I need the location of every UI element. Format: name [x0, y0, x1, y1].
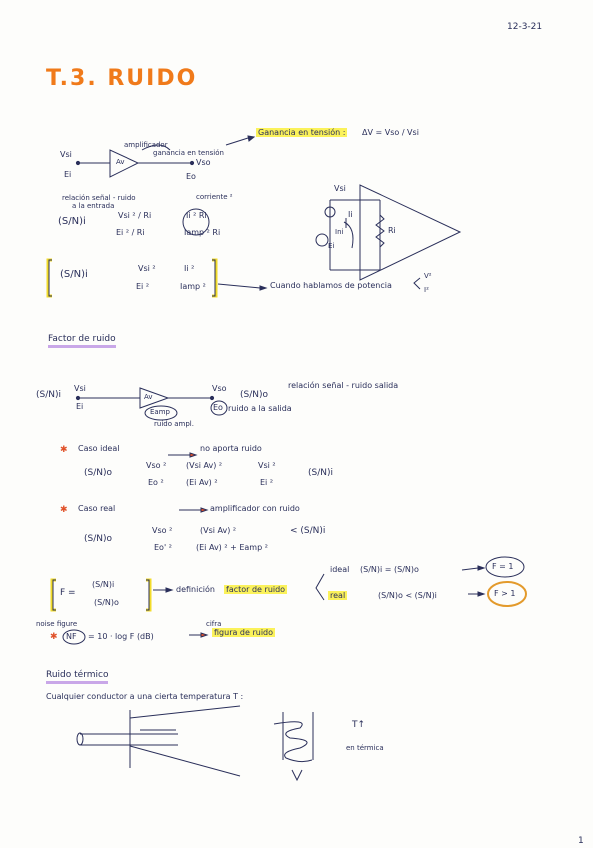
def-prefix: definición — [176, 585, 215, 594]
real-rel: (S/N)o < (S/N)i — [378, 591, 437, 600]
ideal-f3-den: Ei ² — [260, 478, 274, 487]
real-rhs: < (S/N)i — [290, 526, 326, 536]
real-f2-num: (Vsi Av) ² — [200, 526, 237, 535]
t-label: T↑ — [352, 720, 366, 730]
ideal-f1-den: Eo ² — [148, 478, 164, 487]
ideal-rhs: (S/N)i — [308, 468, 334, 478]
noise-figure-en: noise figure — [36, 620, 78, 628]
power-i: I² — [424, 286, 429, 294]
label-ei: Ei — [64, 170, 72, 179]
ideal-rel: (S/N)i = (S/N)o — [360, 565, 419, 574]
real-f2-den: (Ei Av) ² + Eamp ² — [196, 543, 268, 552]
s2-eamp: Eamp — [150, 408, 170, 416]
label-eo: Eo — [186, 172, 196, 181]
heading-ruido-termico: Ruido térmico — [46, 670, 108, 680]
power-note: Cuando hablamos de potencia — [270, 281, 392, 290]
label-av: Av — [116, 158, 125, 166]
real-short: real — [330, 591, 346, 600]
heading-factor-ruido: Factor de ruido — [48, 334, 116, 344]
s2-ei: Ei — [76, 402, 84, 411]
circ-ini: Ini — [335, 228, 344, 236]
ideal-f2-den: (Ei Av) ² — [186, 478, 218, 487]
box-f1-den: Ei ² — [136, 282, 150, 291]
ideal-short: ideal — [330, 565, 350, 574]
amp-label: amplificador — [124, 141, 168, 149]
s2-eo: Eo — [213, 403, 223, 412]
label-vso: Vso — [196, 158, 211, 167]
ideal-f3-num: Vsi ² — [258, 461, 276, 470]
box-f2-num: Ii ² — [184, 264, 195, 273]
bullet-star-icon-2: ✱ — [60, 505, 68, 515]
conductor-text: Cualquier conductor a una cierta temperatura T : — [46, 692, 244, 701]
cifra-label: cifra — [206, 620, 222, 628]
ideal-lhs: (S/N)o — [84, 468, 113, 478]
nf-formula: = 10 · log F (dB) — [88, 632, 154, 641]
gain-formula: ΔV = Vso / Vsi — [362, 128, 419, 137]
real-lhs: (S/N)o — [84, 534, 113, 544]
nf-term: figura de ruido — [214, 628, 274, 637]
eq1-den: Ei ² / Ri — [116, 228, 145, 237]
s2-snr-o: (S/N)o — [240, 390, 269, 400]
nf-lhs: NF — [66, 632, 77, 641]
gain-title: Ganancia en tensión : — [258, 128, 346, 137]
s2-vsi: Vsi — [74, 384, 86, 393]
s2-snr-i: (S/N)i — [36, 390, 62, 400]
ideal-f2-num: (Vsi Av) ² — [186, 461, 223, 470]
box-f1-num: Vsi ² — [138, 264, 156, 273]
bullet-star-icon-3: ✱ — [50, 632, 58, 642]
eq1-num: Vsi ² / Ri — [118, 211, 152, 220]
page-number: 1 — [578, 836, 584, 846]
f-num: (S/N)i — [92, 580, 115, 589]
s2-vso: Vso — [212, 384, 227, 393]
real-case: Caso real — [78, 504, 116, 513]
circ-ri: Ri — [388, 226, 396, 235]
real-f1-num: Vso ² — [152, 526, 173, 535]
f-lhs: F = — [60, 588, 76, 598]
ideal-case: Caso ideal — [78, 444, 120, 453]
f-den: (S/N)o — [94, 598, 119, 607]
eq2-den: Iamp ² Ri — [184, 228, 221, 237]
real-res: F > 1 — [494, 589, 516, 598]
circ-ei: Ei — [328, 242, 335, 250]
t-note: en térmica — [346, 744, 384, 752]
snr-i: (S/N)i — [58, 216, 86, 227]
page-date: 12-3-21 — [507, 22, 543, 32]
label-vsi: Vsi — [60, 150, 72, 159]
ideal-f1-num: Vso ² — [146, 461, 167, 470]
real-f1-den: Eo' ² — [154, 543, 172, 552]
snr-in-label-2: a la entrada — [72, 202, 115, 210]
page-title: T.3. RUIDO — [46, 66, 198, 91]
box-lhs: (S/N)i — [60, 269, 88, 280]
ideal-res: F = 1 — [492, 562, 514, 571]
s2-out-ruido: ruido a la salida — [228, 404, 292, 413]
s2-out-label: relación señal - ruido salida — [288, 381, 399, 390]
circ-vsi: Vsi — [334, 184, 346, 193]
gain-label: ganancia en tensión — [153, 149, 224, 157]
real-note: amplificador con ruido — [210, 504, 300, 513]
def-term: factor de ruido — [226, 585, 286, 594]
ideal-note: no aporta ruido — [200, 444, 262, 453]
corriente-label: corriente ² — [196, 193, 233, 201]
snr-in-label: relación señal - ruido — [62, 194, 136, 202]
bullet-star-icon: ✱ — [60, 445, 68, 455]
box-f2-den: Iamp ² — [180, 282, 206, 291]
power-v: V² — [424, 272, 432, 280]
circ-ii: Ii — [348, 210, 353, 219]
eq2-num: Ii ² Ri — [186, 211, 207, 220]
s2-ruido-ampl: ruido ampl. — [154, 420, 194, 428]
s2-av: Av — [144, 393, 153, 401]
